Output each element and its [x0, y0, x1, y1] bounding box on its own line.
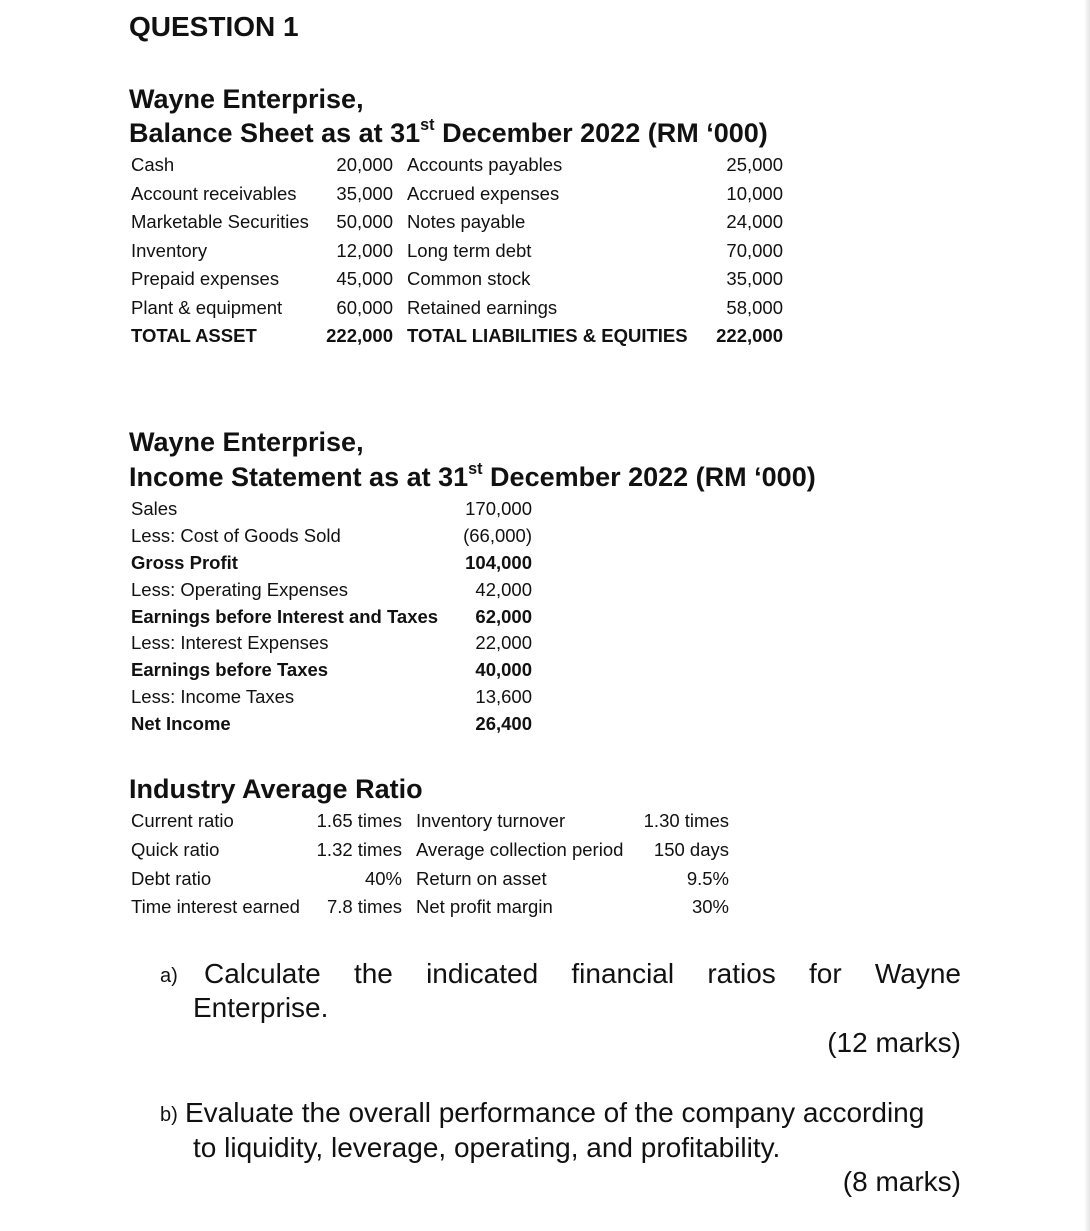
- liability-label: TOTAL LIABILITIES & EQUITIES: [407, 325, 688, 347]
- income-statement-row: [131, 657, 532, 684]
- income-statement-row: [131, 710, 532, 737]
- spacer: [393, 180, 407, 209]
- asset-value: 60,000: [336, 296, 393, 318]
- ratio-value: 1.30 times: [643, 810, 729, 832]
- balance-sheet-row: [131, 237, 783, 266]
- ratio-value: 40%: [364, 867, 402, 889]
- ratio-value: 1.32 times: [316, 839, 402, 861]
- income-statement-row: [131, 496, 532, 523]
- asset-value: 45,000: [336, 268, 393, 290]
- income-value: (66,000): [463, 525, 532, 547]
- ratio-label: Net profit margin: [416, 896, 553, 918]
- spacer: [402, 893, 416, 922]
- income-value: 40,000: [475, 659, 532, 681]
- spacer: [393, 322, 407, 351]
- balance-sheet-row: [131, 294, 783, 323]
- liability-label: Accrued expenses: [407, 182, 560, 204]
- asset-label: Inventory: [131, 239, 208, 261]
- income-statement-row: [131, 684, 532, 711]
- asset-label: Plant & equipment: [131, 296, 283, 318]
- ratio-value: 30%: [691, 896, 729, 918]
- balance-sheet-row: [131, 208, 783, 237]
- title-text: December 2022 (RM ‘000): [482, 462, 816, 492]
- income-statement-row: [131, 630, 532, 657]
- asset-value: 20,000: [336, 154, 393, 176]
- question-a-label: a): [160, 965, 178, 987]
- title-sup: st: [420, 116, 435, 134]
- income-value: 13,600: [475, 685, 532, 707]
- balance-sheet-company: Wayne Enterprise,: [129, 84, 364, 114]
- asset-label: TOTAL ASSET: [131, 325, 257, 347]
- ratio-value: 7.8 times: [326, 896, 402, 918]
- asset-label: Marketable Securities: [131, 211, 309, 233]
- question-b-line1: Evaluate the overall performance of the company according: [185, 1097, 925, 1128]
- income-statement-row: [131, 523, 532, 550]
- question-b-label: b): [160, 1104, 178, 1126]
- ratio-label: Debt ratio: [131, 867, 212, 889]
- liability-value: 35,000: [726, 268, 783, 290]
- liability-value: 10,000: [726, 182, 783, 204]
- ratio-value: 9.5%: [686, 867, 729, 889]
- income-label: Sales: [131, 498, 178, 520]
- ratio-label: Quick ratio: [131, 839, 220, 861]
- liability-label: Common stock: [407, 268, 531, 290]
- asset-value: 12,000: [336, 239, 393, 261]
- spacer: [393, 208, 407, 237]
- title-sup: st: [468, 460, 483, 478]
- income-statement-row: [131, 550, 532, 577]
- income-statement-row: [131, 603, 532, 630]
- asset-label: Cash: [131, 154, 175, 176]
- income-statement-row: [131, 576, 532, 603]
- spacer: [393, 151, 407, 180]
- ratio-label: Return on asset: [416, 867, 547, 889]
- ratio-label: Current ratio: [131, 810, 234, 832]
- industry-ratio-table: [131, 807, 729, 922]
- industry-ratio-row: [131, 836, 729, 865]
- income-statement-table: [131, 496, 532, 737]
- income-label: Earnings before Taxes: [131, 659, 329, 681]
- income-label: Less: Cost of Goods Sold: [131, 525, 341, 547]
- title-text: December 2022 (RM ‘000): [434, 118, 768, 148]
- asset-value: 50,000: [336, 211, 393, 233]
- liability-value: 24,000: [726, 211, 783, 233]
- income-value: 62,000: [475, 605, 532, 627]
- income-value: 104,000: [465, 551, 532, 573]
- asset-value: 35,000: [336, 182, 393, 204]
- industry-ratio-title: Industry Average Ratio: [129, 774, 423, 804]
- balance-sheet-row: [131, 180, 783, 209]
- ratio-value: 1.65 times: [316, 810, 402, 832]
- balance-sheet-row: [131, 322, 783, 351]
- industry-ratio-row: [131, 864, 729, 893]
- question-a-line1: Calculate the indicated financial ratios for Wayne: [204, 958, 961, 989]
- balance-sheet-row: [131, 151, 783, 180]
- title-text: Balance Sheet as at 31: [129, 118, 421, 148]
- spacer: [402, 836, 416, 865]
- liability-label: Long term debt: [407, 239, 532, 261]
- industry-ratio-row: [131, 893, 729, 922]
- title-text: Income Statement as at 31: [129, 462, 469, 492]
- spacer: [402, 864, 416, 893]
- income-label: Gross Profit: [131, 551, 238, 573]
- liability-value: 25,000: [726, 154, 783, 176]
- liability-value: 58,000: [726, 296, 783, 318]
- asset-label: Account receivables: [131, 182, 297, 204]
- question-a-line2: Enterprise.: [193, 992, 329, 1023]
- liability-label: Retained earnings: [407, 296, 558, 318]
- question-title: QUESTION 1: [129, 11, 299, 42]
- income-label: Less: Operating Expenses: [131, 578, 348, 600]
- industry-ratio-row: [131, 807, 729, 836]
- spacer: [393, 265, 407, 294]
- income-statement-company: Wayne Enterprise,: [129, 427, 364, 457]
- balance-sheet-row: [131, 265, 783, 294]
- income-label: Less: Interest Expenses: [131, 632, 329, 654]
- asset-value: 222,000: [326, 325, 393, 347]
- spacer: [402, 807, 416, 836]
- liability-label: Accounts payables: [407, 154, 563, 176]
- income-value: 42,000: [475, 578, 532, 600]
- ratio-label: Time interest earned: [131, 896, 300, 918]
- spacer: [393, 294, 407, 323]
- income-label: Earnings before Interest and Taxes: [131, 605, 439, 627]
- liability-label: Notes payable: [407, 211, 526, 233]
- income-value: 26,400: [475, 712, 532, 734]
- liability-value: 222,000: [716, 325, 783, 347]
- spacer: [393, 237, 407, 266]
- income-statement-title: [129, 462, 816, 493]
- page-edge: [1084, 0, 1090, 1231]
- ratio-value: 150 days: [653, 839, 729, 861]
- income-value: 170,000: [465, 498, 532, 520]
- question-b-marks: (8 marks): [842, 1166, 961, 1197]
- balance-sheet-table: [131, 151, 783, 351]
- ratio-label: Inventory turnover: [416, 810, 566, 832]
- income-value: 22,000: [475, 632, 532, 654]
- balance-sheet-title: [129, 118, 768, 149]
- question-a-marks: (12 marks): [827, 1027, 961, 1058]
- ratio-label: Average collection period: [416, 839, 624, 861]
- asset-label: Prepaid expenses: [131, 268, 280, 290]
- income-label: Net Income: [131, 712, 231, 734]
- liability-value: 70,000: [726, 239, 783, 261]
- income-label: Less: Income Taxes: [131, 685, 295, 707]
- question-b-line2: to liquidity, leverage, operating, and profitability.: [193, 1132, 781, 1163]
